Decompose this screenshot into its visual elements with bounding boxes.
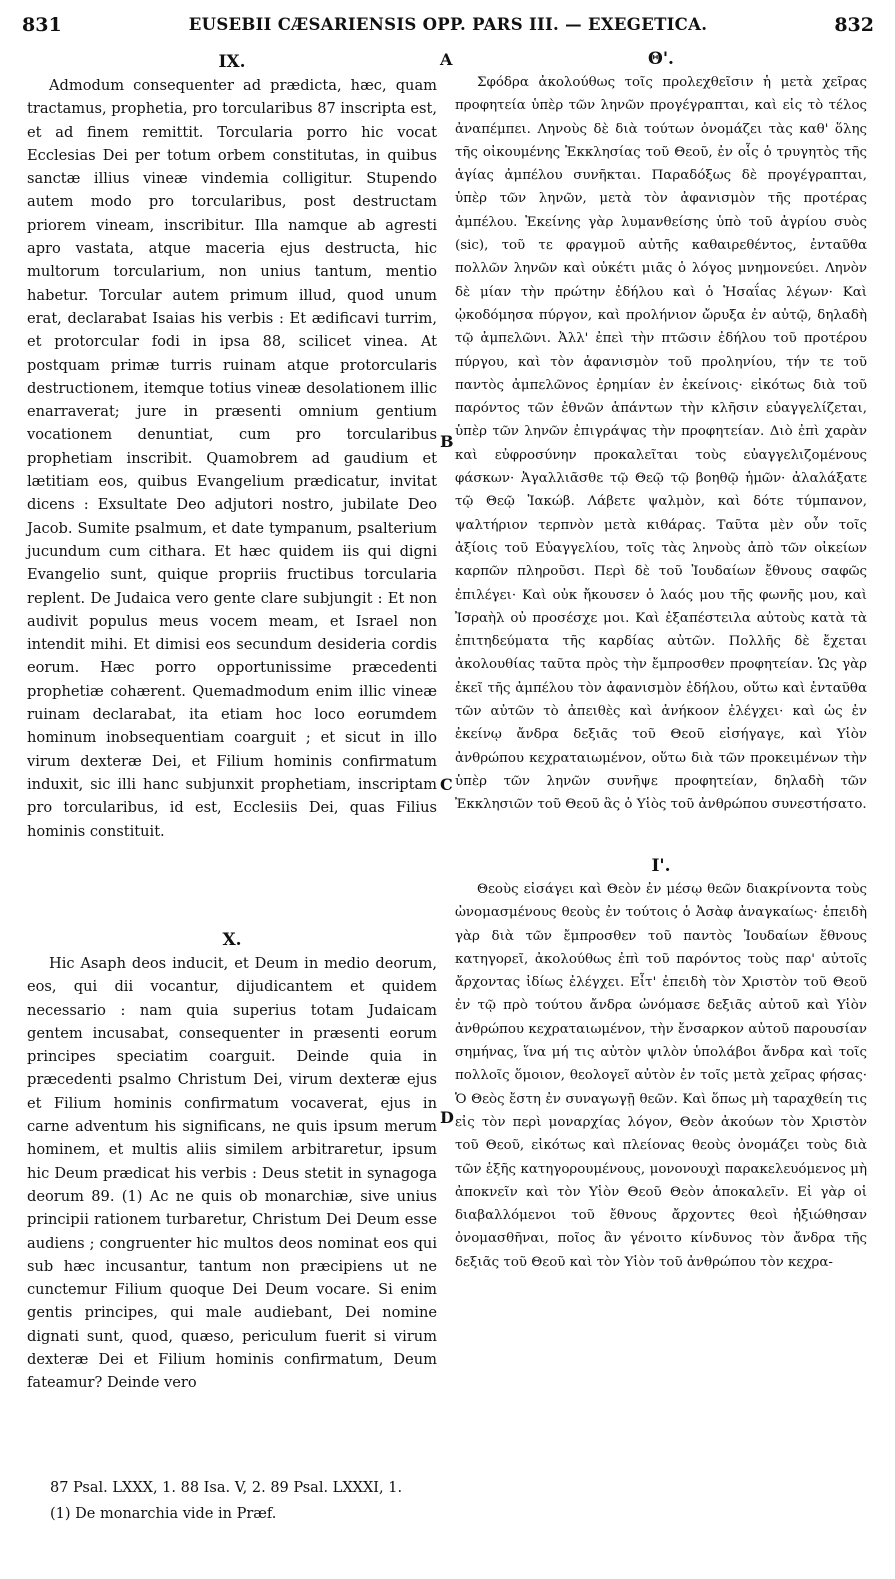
greek-text-iota: Θεοὺς εἰσάγει καὶ Θεὸν ἐν μέσῳ θεῶν διακρίνοντα τοὺς ὠνομασμένους θεοὺς ἐν τούτοις ὁ Ἀσὰφ ἀναγκαίως· ἐπειδὴ γὰρ διὰ τῶν ἔμπροσθεν τοῦ παντὸς Ἰουδαίων ἔθνους κατηγορεῖ, ἀκολούθως ἐπὶ τοῦ παρόντος τοὺς παρ' αὐτοῖς ἄρχοντας ἰδίως ἐλέγχει. Εἶτ' ἐπειδὴ τὸν Χριστὸν τοῦ Θεοῦ ἐν τῷ πρὸ τούτου ἄνδρα ὠνόμασε δεξιᾶς αὐτοῦ καὶ Υἱὸν ἀνθρώπου κεχραταιωμένον, τὴν ἔνσαρκον αὐτοῦ παρουσίαν σημήνας, ἵνα μή τις αὐτὸν ψιλὸν ὑπολάβοι ἄνδρα καὶ τοῖς πολλοῖς ὅμοιον, θεολογεῖ αὐτὸν ἐν τοῖς μετὰ χεῖρας φήσας· Ὁ Θεὸς ἔστη ἐν συναγωγῇ θεῶν. Καὶ ὅπως μὴ ταραχθείη τις εἰς τὸν περὶ μοναρχίας λόγον, Θεὸν ἀκούων τὸν Χριστὸν τοῦ Θεοῦ, εἰκότως καὶ πλείονας θεοὺς ὀνομάζει τοὺς διὰ τῶν ἑξῆς κατηγορουμένους, μονονουχὶ παρακελευόμενος μὴ ἀποκνεῖν καὶ τὸν Υἱὸν Θεοῦ Θεὸν ἀποκαλεῖν. Εἰ γὰρ οἱ διαβαλλόμενοι τοῦ ἔθνους ἄρχοντες θεοὶ ἠξιώθησαν ὀνομασθῆναι, ποῖος ἂν γένοιτο κίνδυνος τὸν ἄνδρα τῆς δεξιᾶς τοῦ Θεοῦ καὶ τὸν Υἱὸν τοῦ ἀνθρώπου τὸν κεχρα- [455,882,867,1270]
running-head: EUSEBII CÆSARIENSIS OPP. PARS III. — EXEGETICA. [188,15,708,34]
greek-heading-theta: Θ'. [648,49,674,69]
page-number-left: 831 [22,14,62,36]
greek-section-theta [455,47,867,817]
latin-section-ix [27,50,437,843]
footnote-monarchia: (1) De monarchia vide in Præf. [50,1506,277,1522]
page-number-right: 832 [834,14,874,36]
latin-heading-ix: IX. [218,52,246,72]
margin-marker-c: C [440,775,453,794]
latin-text-ix: Admodum consequenter ad prædicta, hæc, quam tractamus, prophetia, pro torcularibus 87 inscripta est, et ad finem remittit. Torcularia porro hic vocat Ecclesias Dei per totum orbem constitutas, in quibus sanctæ illius vineæ vindemia colligitur. Stupendo autem modo pro torcularibus, post destructam priorem vineam, inscribitur. Illa namque ab agresti apro vastata, atque maceria ejus destructa, hic multorum torcularium, non unius tantum, mentio habetur. Torcular autem primum illud, quod unum erat, declarabat Isaias his verbis : Et ædificavi turrim, et protorcular fodi in ipsa 88, scilicet vinea. At postquam primæ turris ruinam atque protorcularis destructionem, itemque totius vineæ desolationem illic enarraverat; jure in præsenti omnium gentium vocationem denuntiat, cum pro torcularibus prophetiam inscribit. Quamobrem ad gaudium et lætitiam eos, quibus Evangelium prædicatur, invitat dicens : Exsultate Deo adjutori nostro, jubilate Deo Jacob. Sumite psalmum, et date tympanum, psalterium jucundum cum cithara. Et hæc quidem iis qui digni Evangelio sunt, quique propriis fructibus torcularia replent. De Judaica vero gente clare subjungit : Et non audivit populus meus vocem meam, et Israel non intendit mihi. Et dimisi eos secundum desideria cordis eorum. Hæc porro opportunissime præcedenti prophetiæ cohærent. Quemadmodum enim illic vineæ ruinam declarabat, ita etiam hoc loco eorumdem hominum inobsequentiam coarguit ; et sicut in illo virum dexteræ Dei, et Filium hominis confirmatum induxit, sic illi hanc subjunxit prophetiam, inscriptam pro torcularibus, id est, Ecclesiis Dei, quas Filius hominis constituit. [27,77,437,840]
greek-text-theta: Σφόδρα ἀκολούθως τοῖς προλεχθεῖσιν ἡ μετὰ χεῖρας προφητεία ὑπὲρ τῶν ληνῶν προγέγραπται, καὶ εἰς τὸ τέλος ἀναπέμπει. Ληνοὺς δὲ διὰ τούτων ὀνομάζει τὰς καθ' ὅλης τῆς οἰκουμένης Ἐκκλησίας τοῦ Θεοῦ, ἐν οἷς ὁ τρυγητὸς τῆς ἁγίας ἀμπέλου συνῆκται. Παραδόξως δὲ προγέγραπται, ὑπὲρ τῶν ληνῶν, μετὰ τὸν ἀφανισμὸν τῆς προτέρας ἀμπέλου. Ἐκείνης γὰρ λυμανθείσης ὑπὸ τοῦ ἀγρίου συὸς (sic), τοῦ τε φραγμοῦ αὐτῆς καθαιρεθέντος, ἐνταῦθα πολλῶν ληνῶν καὶ οὐκέτι μιᾶς ὁ λόγος μνημονεύει. Ληνὸν δὲ μίαν τὴν πρώτην ἐδήλου καὶ ὁ Ἡσαΐας λέγων· Καὶ ᾠκοδόμησα πύργον, καὶ προλήνιον ὤρυξα ἐν αὐτῷ, δηλαδὴ τῷ ἀμπελῶνι. Ἀλλ' ἐπεὶ τὴν πτῶσιν ἐδήλου τοῦ προτέρου πύργου, καὶ τὸν ἀφανισμὸν τοῦ προληνίου, τήν τε τοῦ παντὸς ἀμπελῶνος ἐρημίαν ἐν ἐκείνοις· εἰκότως διὰ τοῦ παρόντος τῶν ἐθνῶν ἁπάντων τὴν κλῆσιν εὐαγγελίζεται, ὑπὲρ τῶν ληνῶν ἐπιγράψας τὴν προφητείαν. Διὸ ἐπὶ χαρὰν καὶ εὐφροσύνην προκαλεῖται τοὺς εὐαγγελιζομένους φάσκων· Ἀγαλλιᾶσθε τῷ Θεῷ τῷ βοηθῷ ἡμῶν· ἀλαλάξατε τῷ Θεῷ Ἰακώβ. Λάβετε ψαλμὸν, καὶ δότε τύμπανον, ψαλτήριον τερπνὸν μετὰ κιθάρας. Ταῦτα μὲν οὖν τοῖς ἀξίοις τοῦ Εὐαγγελίου, τοῖς τὰς ληνοὺς ἀπὸ τῶν οἰκείων καρπῶν πληροῦσι. Περὶ δὲ τοῦ Ἰουδαίων ἔθνους σαφῶς ἐπιλέγει· Καὶ οὐκ ἤκουσεν ὁ λαός μου τῆς φωνῆς μου, καὶ Ἰσραὴλ οὐ προσέσχε μοι. Καὶ ἐξαπέστειλα αὐτοὺς κατὰ τὰ ἐπιτηδεύματα τῆς καρδίας αὐτῶν. Πολλῆς δὲ ἔχεται ἀκολουθίας ταῦτα πρὸς τὴν ἔμπροσθεν προφητείαν. Ὡς γὰρ ἐκεῖ τῆς ἀμπέλου τὸν ἀφανισμὸν ἐδήλου, οὕτω καὶ ἐνταῦθα τῶν αὐτῶν τὸ ἀπειθὲς καὶ ἀνήκοον ἐλέγχει· καὶ ὡς ἐν ἐκείνῳ ἄνδρα δεξιᾶς τοῦ Θεοῦ εἰσήγαγε, καὶ Υἱὸν ἀνθρώπου κεχραταιωμένον, οὕτω διὰ τῶν προκειμένων τὴν ὑπὲρ τῶν ληνῶν συνῆψε προφητείαν, δηλαδὴ τῶν Ἐκκλησιῶν τοῦ Θεοῦ ἃς ὁ Υἱὸς τοῦ ἀνθρώπου συνεστήσατο. [455,75,867,813]
footnote-references: 87 Psal. LXXX, 1. 88 Isa. V, 2. 89 Psal. LXXXI, 1. [50,1480,403,1496]
greek-section-iota [455,854,867,1274]
latin-section-x [27,928,437,1395]
page-header [22,14,874,42]
latin-text-x: Hic Asaph deos inducit, et Deum in medio deorum, eos, qui dii vocantur, dijudicantem et quidem necessario : nam quia superius totam Judaicam gentem incusabat, consequenter in præsenti eorum principes speciatim coarguit. Deinde quia in præcedenti psalmo Christum Dei, virum dexteræ ejus et Filium hominis confirmatum vocaverat, ejus in carne adventum his significans, ne quis ipsum merum hominem, et multis aliis similem arbitraretur, ipsum hic Deum prædicat his verbis : Deus stetit in synagoga deorum 89. (1) Ac ne quis ob monarchiæ, sive unius principii rationem turbaretur, Christum Dei Deum esse audiens ; congruenter hic multos deos nominat eos qui sub hæc incusantur, tantum non præcipiens ut ne cunctemur Filium quoque Dei Deum vocare. Si enim gentis principes, qui male audiebant, Dei nomine dignati sunt, quod, quæso, periculum fuerit si virum dexteræ Dei et Filium hominis confirmatum, Deum fateamur? Deinde vero [27,955,437,1392]
margin-marker-b: B [440,432,454,451]
margin-marker-d: D [440,1108,454,1127]
margin-marker-a: A [440,50,453,69]
latin-heading-x: X. [222,930,242,950]
greek-heading-iota: Ι'. [651,856,671,876]
